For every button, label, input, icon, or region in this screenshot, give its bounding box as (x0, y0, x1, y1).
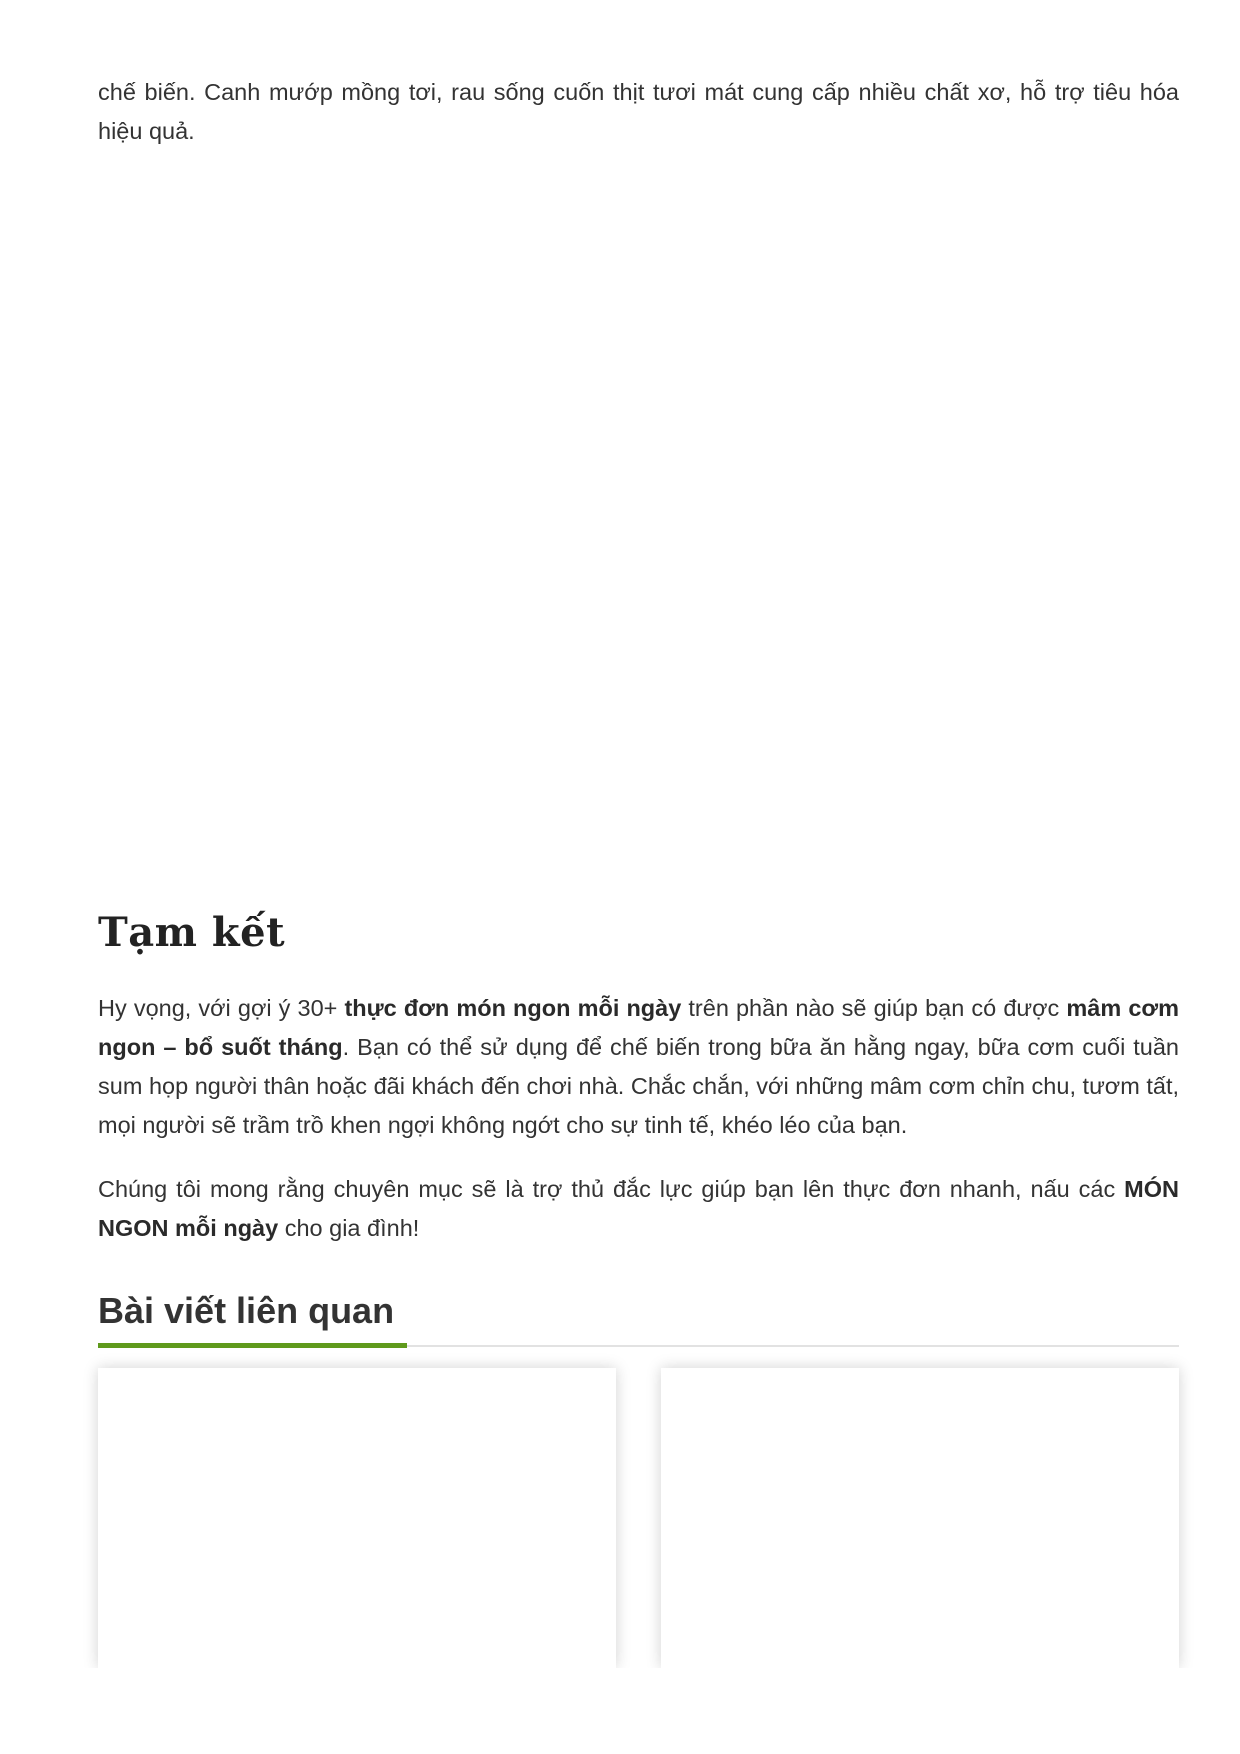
related-post-card[interactable] (98, 1368, 616, 1668)
bold-phrase-dishes: MÓN NGON mỗi ngày (98, 1176, 1179, 1241)
conclusion-paragraph-1 (98, 989, 1179, 1145)
bold-phrase-meal: mâm cơm ngon – bổ suốt tháng (98, 995, 1180, 1060)
intro-paragraph: chế biến. Canh mướp mồng tơi, rau sống cuốn thịt tươi mát cung cấp nhiều chất xơ, hỗ trợ tiêu hóa hiệu quả. (98, 79, 1179, 144)
text-run: Hy vọng, với gợi ý 30+ (98, 995, 345, 1021)
text-run: trên phần nào sẽ giúp bạn có được (681, 995, 1067, 1021)
related-post-card[interactable] (661, 1368, 1179, 1668)
text-run: . Bạn có thể sử dụng để chế biến trong bữa ăn hằng ngay, bữa cơm cuối tuần sum họp người thân hoặc đãi khách đến chơi nhà. Chắc chắn, với những mâm cơm chỉn chu, tươm tất, mọi người sẽ trầm trồ khen ngợi không ngớt cho sự tinh tế, khéo léo của bạn. (98, 1034, 1180, 1138)
text-run: cho gia đình! (278, 1215, 420, 1241)
page-bottom-margin (0, 1668, 1240, 1754)
related-posts-title: Bài viết liên quan (98, 1290, 395, 1331)
text-run: Chúng tôi mong rằng chuyên mục sẽ là trợ thủ đắc lực giúp bạn lên thực đơn nhanh, nấu các (98, 1176, 1125, 1202)
bold-phrase-menu: thực đơn món ngon mỗi ngày (344, 995, 682, 1021)
section-heading: Tạm kết (98, 909, 286, 956)
related-title-underline (98, 1343, 407, 1348)
conclusion-paragraph-2 (98, 1170, 1179, 1248)
related-posts-header (98, 1287, 1179, 1347)
